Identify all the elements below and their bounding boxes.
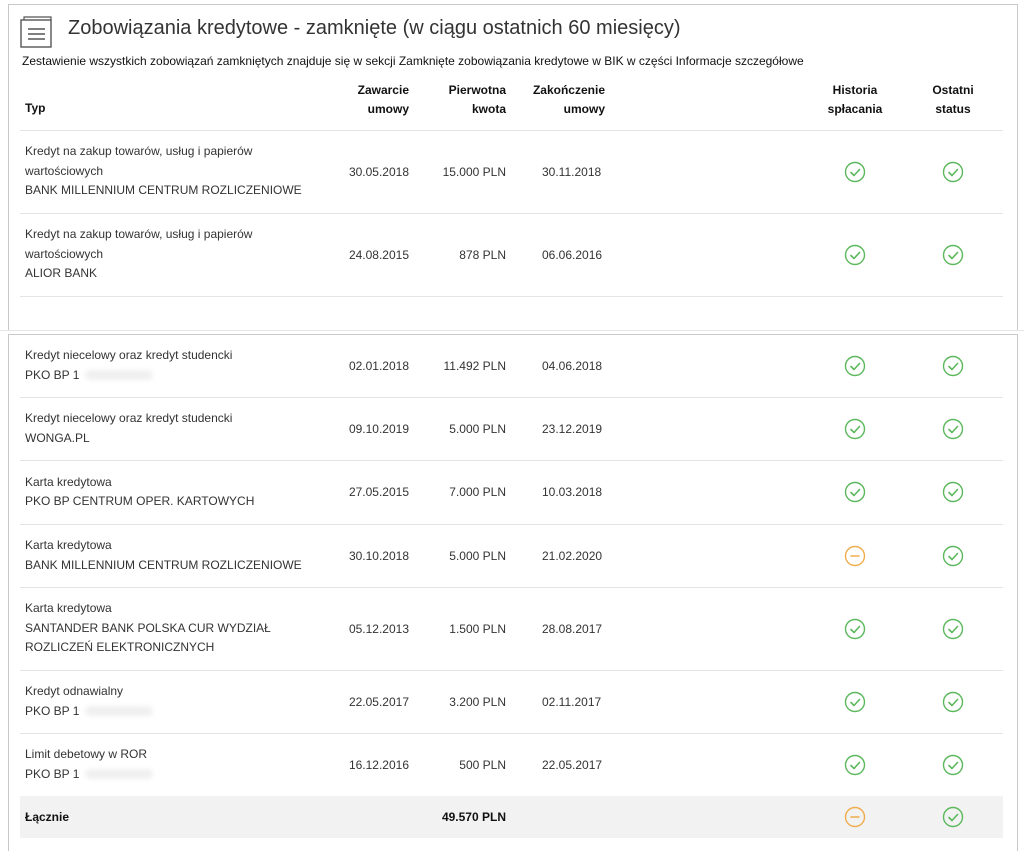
section-subtitle: Zestawienie wszystkich zobowiązań zamkniętych znajduje się w sekcji Zamknięte zobowiązania kredytowe w BIK w części Informacje szczegółowe <box>22 54 804 68</box>
table-row <box>20 524 1003 587</box>
contract-end-date: 06.06.2016 <box>542 248 603 262</box>
credit-type <box>25 733 153 796</box>
col-header-type: Typ <box>25 101 46 115</box>
original-amount: 1.500 PLN <box>449 622 506 636</box>
original-amount: 7.000 PLN <box>449 485 506 499</box>
contract-end-date: 04.06.2018 <box>542 359 603 373</box>
col-header-end-line2: umowy <box>563 102 605 116</box>
credit-type-line: Karta kredytowa <box>25 538 112 552</box>
credit-type-line: Karta kredytowa <box>25 601 112 616</box>
credit-type-line: BANK MILLENNIUM CENTRUM ROZLICZENIOWE <box>25 557 302 572</box>
credit-type <box>25 587 271 670</box>
table-row <box>20 670 1003 733</box>
check-circle-icon <box>942 691 964 713</box>
contract-end-date: 23.12.2019 <box>542 422 603 436</box>
col-header-status <box>918 81 988 119</box>
original-amount: 500 PLN <box>459 758 506 772</box>
col-header-start <box>358 81 409 119</box>
credit-type <box>25 460 254 524</box>
col-header-amount-line1: Pierwotna <box>448 83 506 97</box>
table-row <box>20 213 1003 296</box>
total-label: Łącznie <box>25 810 70 824</box>
contract-start-date: 22.05.2017 <box>348 695 409 709</box>
contract-start-date: 09.10.2019 <box>348 422 409 436</box>
contract-start-date: 05.12.2013 <box>348 622 409 636</box>
redacted-text <box>85 370 153 380</box>
total-amount: 49.570 PLN <box>441 810 506 824</box>
credit-type-line: BANK MILLENNIUM CENTRUM ROZLICZENIOWE <box>25 183 302 198</box>
credit-type-line: ROZLICZEŃ ELEKTRONICZNYCH <box>25 640 215 655</box>
credit-type-line: wartościowych <box>25 163 104 178</box>
table-row <box>20 334 1003 397</box>
credit-type <box>25 670 153 733</box>
check-circle-icon <box>844 691 866 713</box>
contract-start-date: 30.10.2018 <box>348 549 409 563</box>
credit-type <box>25 334 232 397</box>
check-circle-icon <box>942 355 964 377</box>
col-header-history <box>810 81 900 119</box>
check-circle-icon <box>942 418 964 440</box>
credit-type-line: PKO BP CENTRUM OPER. KARTOWYCH <box>25 494 255 508</box>
credit-type-line: Kredyt niecelowy oraz kredyt studencki <box>25 411 233 425</box>
contract-start-date: 24.08.2015 <box>348 248 409 262</box>
col-header-end-line1: Zakończenie <box>532 83 605 97</box>
total-history-icon <box>844 806 866 828</box>
check-circle-icon <box>942 618 964 640</box>
original-amount: 3.200 PLN <box>449 695 506 709</box>
check-circle-icon <box>942 545 964 567</box>
check-circle-icon <box>942 754 964 776</box>
contract-end-date: 30.11.2018 <box>542 165 602 179</box>
credit-type-line: Kredyt odnawialny <box>25 684 124 698</box>
check-circle-icon <box>844 244 866 266</box>
check-circle-icon <box>844 618 866 640</box>
credit-type <box>25 524 302 587</box>
col-header-end <box>533 81 605 119</box>
col-header-start-line2: umowy <box>367 102 409 116</box>
table-row <box>20 460 1003 524</box>
table-row <box>20 397 1003 460</box>
check-circle-icon <box>942 244 964 266</box>
credit-type-line: Karta kredytowa <box>25 474 112 489</box>
contract-end-date: 21.02.2020 <box>542 549 603 563</box>
credit-type-line: Kredyt niecelowy oraz kredyt studencki <box>25 348 233 362</box>
credit-type-line: SANTANDER BANK POLSKA CUR WYDZIAŁ <box>25 620 271 635</box>
credit-type-line: PKO BP 1 <box>25 366 232 386</box>
check-circle-icon <box>844 161 866 183</box>
check-circle-icon <box>844 481 866 503</box>
col-header-status-line2: status <box>935 102 971 116</box>
check-circle-icon <box>942 481 964 503</box>
minus-circle-icon <box>844 545 866 567</box>
check-circle-icon <box>844 754 866 776</box>
contract-start-date: 27.05.2015 <box>348 485 409 499</box>
document-list-icon <box>20 15 54 49</box>
original-amount: 878 PLN <box>459 248 506 262</box>
row-divider <box>20 296 1003 297</box>
redacted-text <box>85 769 153 779</box>
contract-start-date: 30.05.2018 <box>348 165 409 179</box>
original-amount: 15.000 PLN <box>442 165 506 179</box>
col-header-status-line1: Ostatni <box>932 83 974 97</box>
credit-type <box>25 213 252 296</box>
original-amount: 5.000 PLN <box>449 422 506 436</box>
table-row <box>20 733 1003 796</box>
credit-type-line: WONGA.PL <box>25 430 90 445</box>
credit-type-line: Kredyt na zakup towarów, usług i papierów <box>25 144 253 159</box>
contract-end-date: 10.03.2018 <box>542 485 603 499</box>
contract-end-date: 28.08.2017 <box>542 622 603 636</box>
credit-type <box>25 130 302 213</box>
check-circle-icon <box>942 161 964 183</box>
check-circle-icon <box>844 355 866 377</box>
page-title: Zobowiązania kredytowe - zamknięte (w ciągu ostatnich 60 miesięcy) <box>68 17 681 39</box>
contract-start-date: 16.12.2016 <box>348 758 409 772</box>
credit-type-line: Kredyt na zakup towarów, usług i papierów <box>25 227 253 242</box>
contract-start-date: 02.01.2018 <box>348 359 409 373</box>
contract-end-date: 02.11.2017 <box>542 695 602 709</box>
redacted-text <box>85 706 153 716</box>
credit-type <box>25 397 232 460</box>
col-header-history-line2: spłacania <box>827 102 883 116</box>
original-amount: 5.000 PLN <box>449 549 506 563</box>
check-circle-icon <box>844 418 866 440</box>
table-row <box>20 130 1003 213</box>
contract-end-date: 22.05.2017 <box>542 758 603 772</box>
total-status-icon <box>942 806 964 828</box>
col-header-amount <box>449 81 506 119</box>
page-break <box>0 330 1024 331</box>
table-row <box>20 587 1003 670</box>
col-header-start-line1: Zawarcie <box>357 83 409 97</box>
credit-type-line: Limit debetowy w ROR <box>25 747 148 761</box>
credit-type-line: ALIOR BANK <box>25 266 98 281</box>
credit-type-line: PKO BP 1 <box>25 702 153 722</box>
original-amount: 11.492 PLN <box>443 359 506 373</box>
credit-type-line: PKO BP 1 <box>25 765 153 785</box>
credit-type-line: wartościowych <box>25 246 104 261</box>
total-row <box>20 796 1003 838</box>
col-header-amount-line2: kwota <box>471 102 506 116</box>
col-header-history-line1: Historia <box>832 83 878 97</box>
